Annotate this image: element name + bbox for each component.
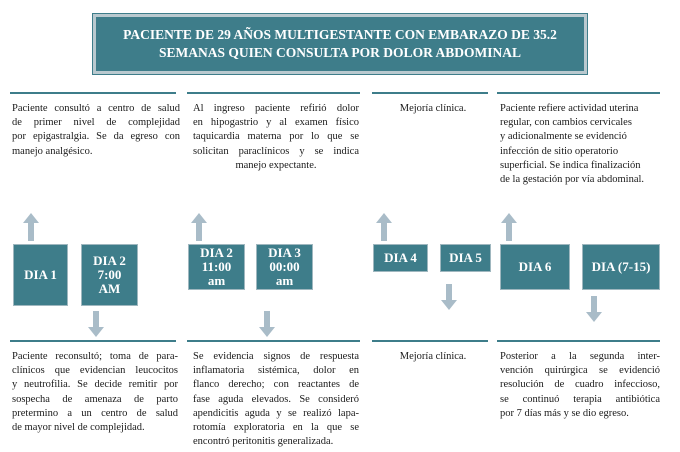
note-top-3: Mejoría clínica. <box>399 103 467 114</box>
title-line-2: SEMANAS QUIEN CONSULTA POR DOLOR ABDOMINAL <box>159 45 521 60</box>
arrow-up-icon <box>375 213 393 241</box>
rule-bottom-3 <box>372 340 488 342</box>
note-bottom-3: Mejoría clínica. <box>399 351 467 362</box>
rule-top-3 <box>372 92 488 94</box>
day-box-4: DIA 4 <box>373 244 428 272</box>
note-bottom-2: Se evidencia signos de respuesta inflamatoria sistémica, dolor en flanco derecho; con reactantes de fase aguda elevados. Se consideró apendicitis aguda y se realizó lapa- rotomía exploratoria en la que se encontró peritonitis generalizada. <box>193 351 359 448</box>
rule-top-2 <box>187 92 360 94</box>
day-box-6: DIA 6 <box>500 244 570 290</box>
day-box-2-morning: DIA 2 7:00 AM <box>81 244 138 306</box>
arrow-down-icon <box>258 311 276 337</box>
day-box-2-late: DIA 2 11:00 am <box>188 244 245 290</box>
rule-bottom-1 <box>10 340 176 342</box>
diagram-title <box>93 14 587 74</box>
day-box-7-15: DIA (7-15) <box>582 244 660 290</box>
rule-top-1 <box>10 92 176 94</box>
day-box-1: DIA 1 <box>13 244 68 306</box>
arrow-down-icon <box>87 311 105 337</box>
arrow-up-icon <box>500 213 518 241</box>
arrow-down-icon <box>585 296 603 322</box>
note-top-4: Paciente refiere actividad uterina regular, con cambios cervicales y adicionalmente se evidenció infección de sitio operatorio superficial. Se indica finalización de la gestación por vía abdominal. <box>500 103 645 186</box>
note-bottom-1: Paciente reconsultó; toma de para- clínicos que evidencian leucocitos y neutrofilia. Se decide remitir por sospecha de amenaza de parto pretermino a un centro de salud de mayor nivel de complejidad. <box>12 351 178 434</box>
rule-top-4 <box>497 92 660 94</box>
day-box-5: DIA 5 <box>440 244 491 272</box>
note-bottom-4: Posterior a la segunda inter- vención quirúrgica se evidenció resolución de cuadro infeccioso, se continuó terapia antibiótica por 7 días más y se dio egreso. <box>500 351 660 419</box>
arrow-up-icon <box>22 213 40 241</box>
note-top-1: Paciente consultó a centro de salud de primer nivel de complejidad por epigastralgia. Se da egreso con manejo analgésico. <box>12 103 180 157</box>
day-box-3: DIA 3 00:00 am <box>256 244 313 290</box>
arrow-down-icon <box>440 284 458 310</box>
arrow-up-icon <box>190 213 208 241</box>
title-line-1: PACIENTE DE 29 AÑOS MULTIGESTANTE CON EMBARAZO DE 35.2 <box>123 27 557 42</box>
rule-bottom-4 <box>497 340 660 342</box>
note-top-2: Al ingreso paciente refirió dolor en hipogastrio y al examen físico taquicardia materna por lo que se solicitan paraclínicos y se indica manejo expectante. <box>193 103 359 171</box>
rule-bottom-2 <box>187 340 360 342</box>
